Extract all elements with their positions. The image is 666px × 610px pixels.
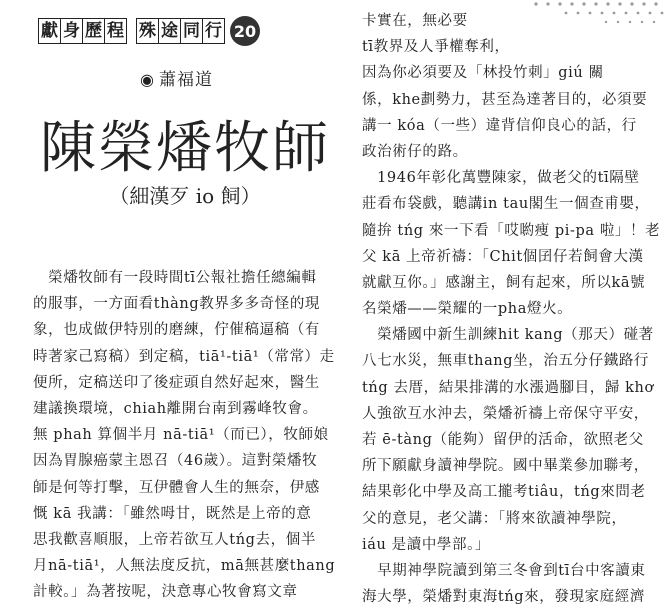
- text-line: 名榮燔——榮耀的一pha燈火。: [362, 301, 573, 318]
- author-name: 蕭福道: [158, 70, 213, 90]
- series-header: [38, 13, 260, 49]
- text-line: 海大學，榮燔對東海tńg來，發現家庭經濟: [362, 589, 645, 606]
- text-line: iáu 是讀中學部。」: [362, 536, 491, 553]
- right-column: [362, 8, 660, 610]
- text-line: 係，khe劃勢力，甚至為達著目的，必須要: [362, 91, 648, 108]
- text-line: 榮燔國中新生訓練hit kang（那天）碰著: [362, 327, 654, 344]
- article-subtitle: （細漢歹 io 飼）: [109, 184, 261, 208]
- series-char: 獻: [38, 18, 61, 44]
- article-title: 陳榮燔牧師: [40, 116, 330, 181]
- series-char: 身: [60, 18, 83, 44]
- text-line: 隨拚 tńg 來一下看「哎喲痩 pi-pa 啦」！老: [362, 222, 661, 239]
- series-title-part2: [136, 18, 224, 44]
- text-line: 所下願獻身讀神學院。國中畢業參加聯考，: [362, 458, 649, 475]
- text-line: tńg 去厝，結果排溝的水漲過腳目，歸 khơ: [362, 379, 654, 396]
- text-line: 人強欲互水沖去，榮燔祈禱上帝保守平安，: [362, 405, 649, 422]
- text-line: 慨 kā 我講：「雖然呣甘，既然是上帝的意: [33, 505, 312, 522]
- text-line: tī教界及人爭權奪利，: [362, 39, 510, 56]
- text-line: 父 kā 上帝祈禱：「Chit個囝仔若飼會大漢: [362, 248, 644, 265]
- series-title-part1: [38, 18, 126, 44]
- text-line: 思我歡喜順服，上帝若欲互人tńg去，個半: [33, 531, 316, 548]
- text-line: 建議換環境，chiah離開台南到霧峰牧會。: [33, 400, 318, 417]
- text-line: 的服事，一方面看thàng教界多多奇怪的現: [33, 296, 321, 313]
- text-line: 象，也成做伊特別的磨練，佇催稿逼稿（有: [33, 322, 320, 339]
- text-line: 1946年彰化萬豐陳家，做老父的tī隔壁: [362, 170, 640, 187]
- bullet-icon: ◉: [140, 70, 155, 89]
- text-line: 政治術仔的路。: [362, 143, 468, 160]
- text-line: 八七水災，無車thang坐，治五分仔鐵路行: [362, 353, 650, 370]
- text-line: 莊看布袋戲，聽講in tau閣生一個查甫嬰，: [362, 196, 650, 213]
- author-line: [140, 65, 213, 90]
- text-line: 早期神學院讀到第三冬會到tī台中客讀東: [362, 562, 646, 579]
- issue-number-badge: 20: [230, 16, 260, 46]
- series-char: 殊: [136, 18, 159, 44]
- text-line: 結果彰化中學及高工攏考tiâu，tńg來問老: [362, 484, 646, 501]
- text-line: 便所，定稿送印了後症頭自然好起來，醫生: [33, 374, 320, 391]
- text-line: 月nā-tiā¹，人無法度反抗，mā無甚麼thang: [33, 558, 336, 575]
- text-line: 講一 kóa（一些）違背信仰良心的話，行: [362, 117, 637, 134]
- series-char: 程: [104, 18, 127, 44]
- series-char: 行: [202, 18, 225, 44]
- left-column: [33, 265, 335, 605]
- text-line: 計較。」為著按呢，決意專心牧會寫文章: [33, 584, 298, 601]
- text-line: 師是何等打擊，互伊體會人生的無奈，伊感: [33, 479, 320, 496]
- text-line: 因為胃腺癌蒙主恩召（46歲）。這對榮燔牧: [33, 453, 318, 470]
- series-char: 途: [158, 18, 181, 44]
- text-line: 卡實在，無必要: [362, 13, 468, 29]
- text-line: 就獻互你。」感謝主，飼有起來，所以kā號: [362, 274, 646, 291]
- series-char: 歷: [82, 18, 105, 44]
- series-char: 同: [180, 18, 203, 44]
- text-line: 父的意見，老父講：「將來欲讀神學院，: [362, 510, 627, 527]
- text-line: 若 ē-tàng（能夠）留伊的活命，欲照老父: [362, 432, 644, 448]
- text-line: 因為你必須要及「林投竹刺」giú 關: [362, 65, 604, 82]
- text-line: 無 phah 算個半月 nā-tiā¹（而已），牧師娘: [33, 427, 329, 444]
- text-line: 時著家己寫稿）到定稿，tiā¹-tiā¹（常常）走: [33, 348, 335, 365]
- text-line: 榮燔牧師有一段時間tī公報社擔任總編輯: [33, 270, 317, 286]
